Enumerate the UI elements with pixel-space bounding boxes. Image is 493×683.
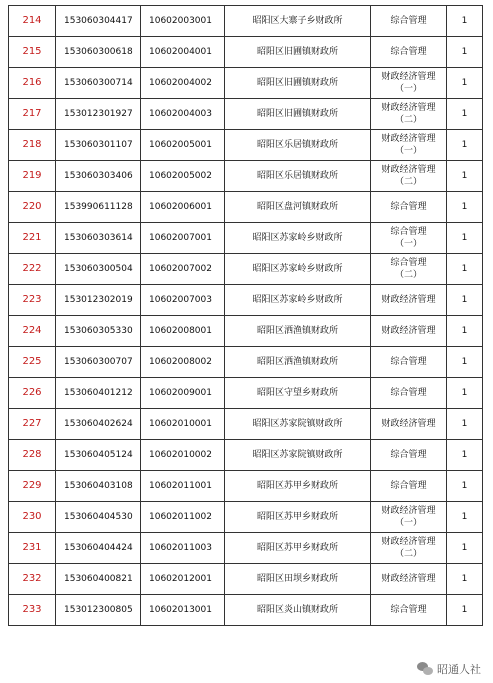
position-code: 10602010001 [141,409,225,440]
hire-count: 1 [447,440,483,471]
table-row [9,595,483,626]
position-name-line: （二） [394,270,422,280]
table-row [9,440,483,471]
candidate-id: 153012302019 [56,285,141,316]
position-name [371,6,447,37]
row-number: 216 [9,68,56,99]
row-number: 222 [9,254,56,285]
table-row [9,37,483,68]
table-row [9,471,483,502]
position-name [371,533,447,564]
hire-count: 1 [447,595,483,626]
table-row [9,564,483,595]
position-name [371,68,447,99]
position-name [371,99,447,130]
position-name-line: 综合管理 [390,202,427,212]
table-row [9,6,483,37]
position-name-line: 综合管理 [390,258,427,268]
candidate-id: 153060400821 [56,564,141,595]
unit-name: 昭阳区苏甲乡财政所 [225,502,371,533]
candidate-id: 153060300618 [56,37,141,68]
position-name [371,130,447,161]
row-number: 221 [9,223,56,254]
position-name-line: 综合管理 [390,450,427,460]
position-code: 10602010002 [141,440,225,471]
row-number: 226 [9,378,56,409]
position-name [371,471,447,502]
table-row [9,223,483,254]
position-name [371,161,447,192]
candidate-id: 153060405124 [56,440,141,471]
unit-name: 昭阳区炎山镇财政所 [225,595,371,626]
position-name [371,440,447,471]
hire-count: 1 [447,378,483,409]
hire-count: 1 [447,285,483,316]
position-name-line: 综合管理 [390,605,427,615]
row-number: 224 [9,316,56,347]
position-name-line: 财政经济管理 [381,574,436,584]
position-name [371,409,447,440]
watermark [417,661,481,677]
candidate-id: 153060404424 [56,533,141,564]
table-row [9,502,483,533]
table-body [9,6,483,626]
row-number: 232 [9,564,56,595]
position-code: 10602004003 [141,99,225,130]
position-name [371,564,447,595]
position-code: 10602013001 [141,595,225,626]
position-code: 10602011002 [141,502,225,533]
position-code: 10602003001 [141,6,225,37]
hire-count: 1 [447,6,483,37]
position-code: 10602007002 [141,254,225,285]
position-name-line: 综合管理 [390,227,427,237]
row-number: 218 [9,130,56,161]
unit-name: 昭阳区乐居镇财政所 [225,161,371,192]
position-name-line: 综合管理 [390,16,427,26]
row-number: 225 [9,347,56,378]
position-code: 10602006001 [141,192,225,223]
position-name [371,285,447,316]
candidate-id: 153012301927 [56,99,141,130]
row-number: 231 [9,533,56,564]
position-name-line: （二） [394,115,422,125]
position-name-line: （二） [394,177,422,187]
row-number: 228 [9,440,56,471]
position-name-line: 财政经济管理 [381,537,436,547]
position-name-line: （二） [394,549,422,559]
hire-count: 1 [447,99,483,130]
position-name-line: （一） [394,518,422,528]
position-name [371,254,447,285]
position-code: 10602008002 [141,347,225,378]
position-name-line: 财政经济管理 [381,326,436,336]
unit-name: 昭阳区苏家岭乡财政所 [225,254,371,285]
position-name-line: （一） [394,239,422,249]
table-row [9,68,483,99]
hire-count: 1 [447,192,483,223]
hire-count: 1 [447,564,483,595]
candidate-id: 153060404530 [56,502,141,533]
position-code: 10602011001 [141,471,225,502]
position-code: 10602004002 [141,68,225,99]
position-code: 10602007001 [141,223,225,254]
position-name [371,347,447,378]
unit-name: 昭阳区苏家院镇财政所 [225,409,371,440]
candidate-id: 153060300707 [56,347,141,378]
unit-name: 昭阳区大寨子乡财政所 [225,6,371,37]
table-row [9,378,483,409]
hire-count: 1 [447,161,483,192]
unit-name: 昭阳区盘河镇财政所 [225,192,371,223]
table-row [9,130,483,161]
position-code: 10602011003 [141,533,225,564]
position-code: 10602005002 [141,161,225,192]
unit-name: 昭阳区苏甲乡财政所 [225,471,371,502]
row-number: 215 [9,37,56,68]
unit-name: 昭阳区苏家岭乡财政所 [225,223,371,254]
position-code: 10602009001 [141,378,225,409]
position-name [371,502,447,533]
candidate-id: 153060305330 [56,316,141,347]
table-row [9,285,483,316]
candidate-id: 153060300504 [56,254,141,285]
row-number: 220 [9,192,56,223]
position-code: 10602007003 [141,285,225,316]
unit-name: 昭阳区苏家岭乡财政所 [225,285,371,316]
position-name-line: 财政经济管理 [381,103,436,113]
position-code: 10602012001 [141,564,225,595]
position-code: 10602008001 [141,316,225,347]
position-name-line: 财政经济管理 [381,506,436,516]
hire-count: 1 [447,471,483,502]
unit-name: 昭阳区洒渔镇财政所 [225,316,371,347]
table-row [9,254,483,285]
table-row [9,192,483,223]
table-row [9,409,483,440]
candidate-id: 153060301107 [56,130,141,161]
candidate-id: 153060304417 [56,6,141,37]
hire-count: 1 [447,502,483,533]
position-name-line: 综合管理 [390,47,427,57]
unit-name: 昭阳区旧圃镇财政所 [225,68,371,99]
unit-name: 昭阳区洒渔镇财政所 [225,347,371,378]
row-number: 217 [9,99,56,130]
hire-count: 1 [447,130,483,161]
hire-count: 1 [447,223,483,254]
position-name [371,595,447,626]
unit-name: 昭阳区守望乡财政所 [225,378,371,409]
candidate-id: 153060402624 [56,409,141,440]
candidate-id: 153012300805 [56,595,141,626]
hire-count: 1 [447,347,483,378]
position-name [371,37,447,68]
hire-count: 1 [447,316,483,347]
row-number: 227 [9,409,56,440]
position-name-line: 财政经济管理 [381,72,436,82]
position-name [371,316,447,347]
candidate-id: 153990611128 [56,192,141,223]
hire-count: 1 [447,254,483,285]
position-code: 10602005001 [141,130,225,161]
unit-name: 昭阳区苏甲乡财政所 [225,533,371,564]
candidate-id: 153060303614 [56,223,141,254]
position-name-line: 财政经济管理 [381,295,436,305]
watermark-text: 昭通人社 [437,663,481,676]
unit-name: 昭阳区乐居镇财政所 [225,130,371,161]
unit-name: 昭阳区田坝乡财政所 [225,564,371,595]
table-row [9,99,483,130]
unit-name: 昭阳区旧圃镇财政所 [225,99,371,130]
hire-count: 1 [447,37,483,68]
position-name-line: 综合管理 [390,481,427,491]
position-name-line: 财政经济管理 [381,419,436,429]
row-number: 230 [9,502,56,533]
row-number: 229 [9,471,56,502]
table-row [9,533,483,564]
position-name-line: （一） [394,84,422,94]
position-name-line: 财政经济管理 [381,134,436,144]
hire-count: 1 [447,68,483,99]
candidate-id: 153060401212 [56,378,141,409]
row-number: 214 [9,6,56,37]
candidate-id: 153060303406 [56,161,141,192]
position-name [371,223,447,254]
position-name-line: 综合管理 [390,357,427,367]
position-name-line: （一） [394,146,422,156]
candidate-id: 153060300714 [56,68,141,99]
position-name [371,192,447,223]
position-name-line: 财政经济管理 [381,165,436,175]
row-number: 233 [9,595,56,626]
hire-count: 1 [447,409,483,440]
table-row [9,316,483,347]
table-row [9,161,483,192]
candidate-id: 153060403108 [56,471,141,502]
hire-count: 1 [447,533,483,564]
position-name [371,378,447,409]
unit-name: 昭阳区苏家院镇财政所 [225,440,371,471]
row-number: 223 [9,285,56,316]
wechat-icon [417,662,433,676]
table-row [9,347,483,378]
row-number: 219 [9,161,56,192]
position-name-line: 综合管理 [390,388,427,398]
position-code: 10602004001 [141,37,225,68]
unit-name: 昭阳区旧圃镇财政所 [225,37,371,68]
results-table [8,5,483,626]
